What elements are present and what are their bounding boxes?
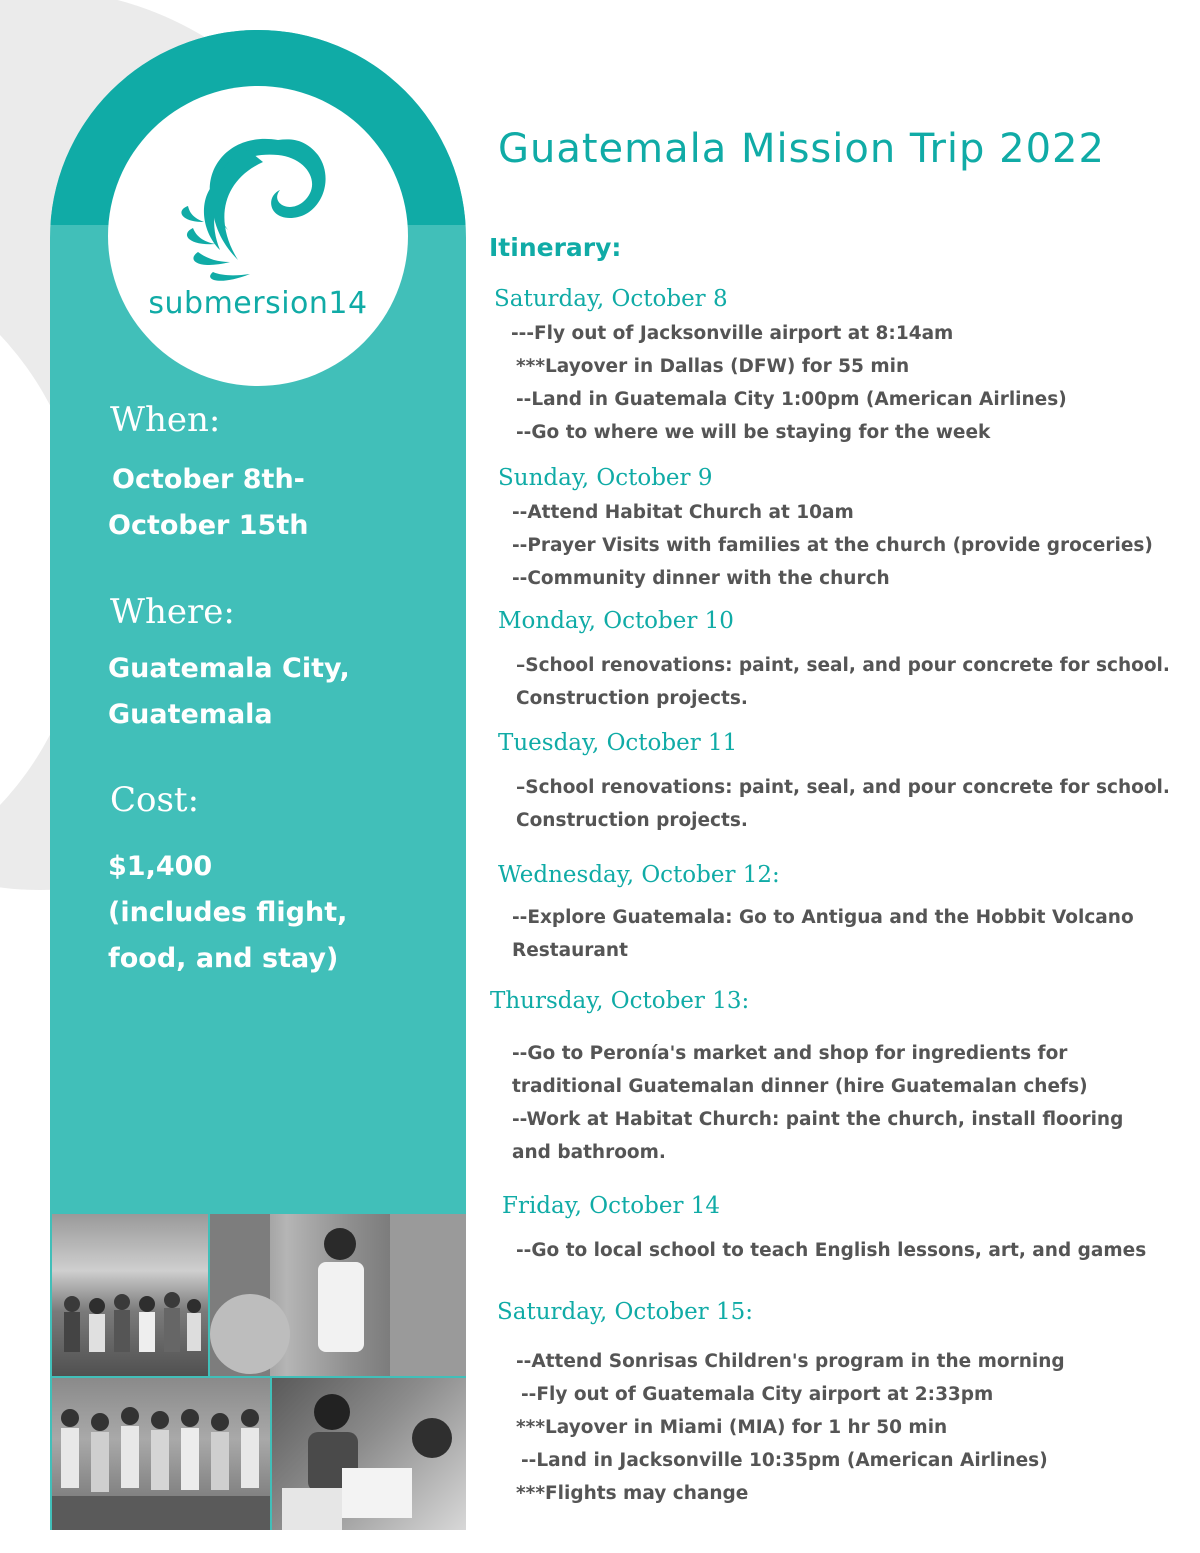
where-label: Where: xyxy=(110,592,235,632)
itinerary-heading: Itinerary: xyxy=(489,233,622,262)
itinerary-line: and bathroom. xyxy=(512,1142,666,1163)
itinerary-line: ***Flights may change xyxy=(516,1483,749,1504)
day-heading: Wednesday, October 12: xyxy=(498,862,780,888)
when-value-line: October 8th- xyxy=(112,464,305,495)
itinerary-line: –School renovations: paint, seal, and pour concrete for school. xyxy=(516,655,1170,676)
when-value xyxy=(108,457,308,549)
day-lines xyxy=(512,901,1134,967)
cost-value-line: (includes flight, xyxy=(108,897,348,928)
itinerary-line: --Land in Guatemala City 1:00pm (American Airlines) xyxy=(516,389,1067,410)
when-label: When: xyxy=(110,400,221,440)
where-value-line: Guatemala City, xyxy=(108,653,350,684)
itinerary-line: --Work at Habitat Church: paint the church, install flooring xyxy=(512,1109,1124,1130)
itinerary-line: --Community dinner with the church xyxy=(512,568,890,589)
day-lines xyxy=(512,496,1153,595)
day-heading: Saturday, October 8 xyxy=(494,286,728,312)
itinerary-line: Restaurant xyxy=(512,940,628,961)
cost-label: Cost: xyxy=(110,780,200,820)
day-heading: Saturday, October 15: xyxy=(497,1299,753,1325)
day-heading: Sunday, October 9 xyxy=(498,465,713,491)
group-photo-1 xyxy=(52,1214,208,1376)
day-lines xyxy=(511,317,1067,449)
itinerary-line: --Land in Jacksonville 10:35pm (American Airlines) xyxy=(521,1450,1048,1471)
itinerary-line: –School renovations: paint, seal, and pour concrete for school. xyxy=(516,777,1170,798)
day-lines xyxy=(516,649,1170,715)
day-lines xyxy=(516,1345,1065,1510)
itinerary-line: ***Layover in Dallas (DFW) for 55 min xyxy=(516,356,910,377)
itinerary-line: --Fly out of Guatemala City airport at 2:33pm xyxy=(521,1384,994,1405)
logo xyxy=(108,86,408,386)
day-heading: Monday, October 10 xyxy=(498,608,734,634)
wave-logo-icon xyxy=(158,110,358,290)
itinerary-line: --Prayer Visits with families at the church (provide groceries) xyxy=(512,535,1153,556)
page-title: Guatemala Mission Trip 2022 xyxy=(498,126,1105,172)
day-heading: Friday, October 14 xyxy=(502,1193,721,1219)
itinerary-line: --Attend Habitat Church at 10am xyxy=(512,502,854,523)
day-lines xyxy=(516,1234,1146,1267)
itinerary-line: --Go to local school to teach English lessons, art, and games xyxy=(516,1240,1147,1261)
logo-wordmark: submersion14 xyxy=(148,286,368,321)
sidebar xyxy=(50,30,466,1530)
child-with-backpack-photo xyxy=(210,1214,466,1376)
children-crafts-photo xyxy=(272,1378,466,1530)
itinerary-line: --Go to where we will be staying for the week xyxy=(516,422,991,443)
itinerary-line: --Explore Guatemala: Go to Antigua and the Hobbit Volcano xyxy=(512,907,1134,928)
cost-value-line: food, and stay) xyxy=(108,943,339,974)
where-value-line: Guatemala xyxy=(108,699,273,730)
itinerary-line: ***Layover in Miami (MIA) for 1 hr 50 min xyxy=(516,1417,948,1438)
itinerary-line: --Go to Peronía's market and shop for ingredients for xyxy=(512,1043,1068,1064)
itinerary-line: ---Fly out of Jacksonville airport at 8:14am xyxy=(511,323,954,344)
day-heading: Tuesday, October 11 xyxy=(498,730,738,756)
photo-collage xyxy=(52,1214,466,1530)
itinerary-line: traditional Guatemalan dinner (hire Guatemalan chefs) xyxy=(512,1076,1088,1097)
where-value xyxy=(108,646,350,738)
itinerary-line: --Attend Sonrisas Children's program in the morning xyxy=(516,1351,1065,1372)
day-heading: Thursday, October 13: xyxy=(490,988,750,1014)
cost-value-line: $1,400 xyxy=(108,851,213,882)
cost-value xyxy=(108,844,347,982)
day-lines xyxy=(512,1037,1123,1169)
day-lines xyxy=(516,771,1170,837)
group-photo-2 xyxy=(52,1378,270,1530)
itinerary-line: Construction projects. xyxy=(516,810,748,831)
itinerary-line: Construction projects. xyxy=(516,688,748,709)
when-value-line: October 15th xyxy=(108,510,309,541)
